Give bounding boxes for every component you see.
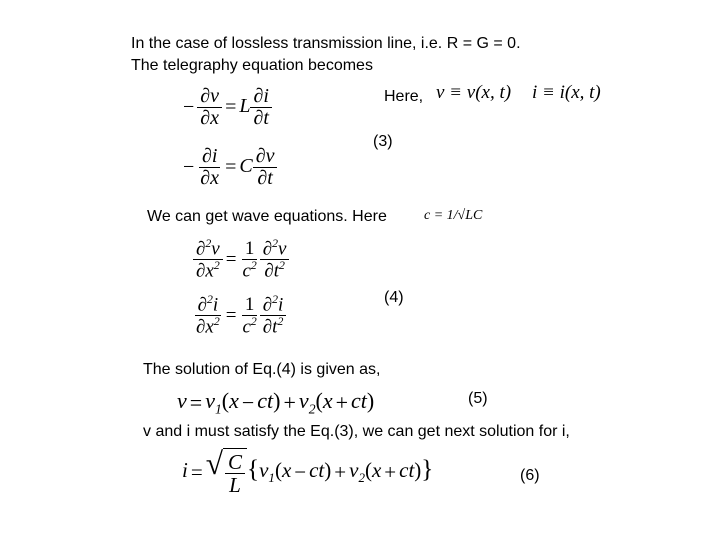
eq3-label: (3) <box>373 133 393 150</box>
equation-4a: $\frac{\partial^2v}{\partial x^2}$ = $\frac{1}{c^2}$ $\frac{\partial^2v}{\partial t^2}$ <box>193 238 289 282</box>
here-label: Here, <box>384 88 424 105</box>
equation-3a: − $\frac{\partial v}{\partial x}$ = L $\frac{\partial i}{\partial t}$ <box>180 86 272 129</box>
equation-6: i = √ $\frac{C}{L}$ $\{v_1(x - ct) + v_2(x + ct)\}$ <box>182 446 434 498</box>
def-v: v ≡ v(x, t) <box>436 82 512 103</box>
satisfy-text: v and i must satisfy the Eq.(3), we can get next solution for i, <box>143 423 570 440</box>
eq6-label: (6) <box>520 467 540 484</box>
eq4-label: (4) <box>384 289 404 306</box>
eq5-label: (5) <box>468 390 488 407</box>
intro-line-1: In the case of lossless transmission line, i.e. R = G = 0. <box>131 35 521 52</box>
def-i: i ≡ i(x, t) <box>532 82 601 103</box>
wave-text: We can get wave equations. Here <box>147 208 387 225</box>
equation-3b: − $\frac{\partial i}{\partial x}$ = C $\frac{\partial v}{\partial t}$ <box>180 146 277 189</box>
intro-line-2: The telegraphy equation becomes <box>131 57 373 74</box>
solution-text: The solution of Eq.(4) is given as, <box>143 361 381 378</box>
def-c: c = 1/√LC <box>424 208 483 223</box>
equation-4b: $\frac{\partial^2i}{\partial x^2}$ = $\frac{1}{c^2}$ $\frac{\partial^2i}{\partial t^2}$ <box>193 294 286 338</box>
equation-5: $v = v_1(x - ct) + v_2(x + ct)$ <box>177 388 375 417</box>
